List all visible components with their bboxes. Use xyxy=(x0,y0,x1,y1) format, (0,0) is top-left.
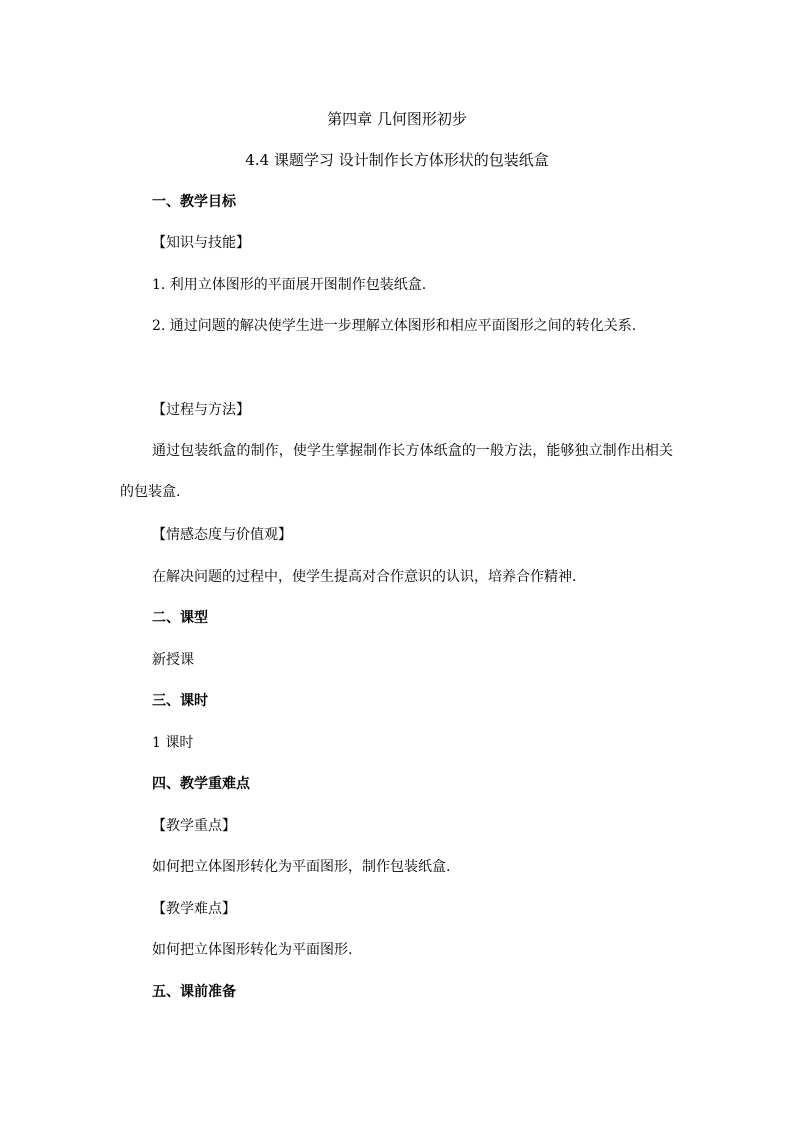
chapter-title: 第四章 几何图形初步 xyxy=(327,110,467,128)
process-text: 通过包装纸盒的制作，使学生掌握制作长方体纸盒的一般方法，能够独立制作出相关的包装盒. xyxy=(120,443,673,500)
keypoints-heading: 四、教学重难点 xyxy=(152,776,250,792)
focus-label: 【教学重点】 xyxy=(152,818,236,834)
goals-heading: 一、教学目标 xyxy=(152,194,236,210)
attitude-label: 【情感态度与价值观】 xyxy=(152,527,292,543)
difficulty-text: 如何把立体图形转化为平面图形. xyxy=(152,942,353,958)
difficulty-label: 【教学难点】 xyxy=(152,901,236,917)
type-heading: 二、课型 xyxy=(152,610,208,626)
knowledge-item-1: 1. 利用立体图形的平面展开图制作包装纸盒. xyxy=(152,277,427,293)
type-text: 新授课 xyxy=(152,652,194,668)
focus-text: 如何把立体图形转化为平面图形，制作包装纸盒. xyxy=(152,859,451,875)
knowledge-label: 【知识与技能】 xyxy=(152,235,250,251)
process-label: 【过程与方法】 xyxy=(152,402,250,418)
knowledge-item-2: 2. 通过问题的解决使学生进一步理解立体图形和相应平面图形之间的转化关系. xyxy=(152,318,637,334)
preparation-heading: 五、课前准备 xyxy=(152,984,236,1000)
hours-heading: 三、课时 xyxy=(152,693,208,709)
hours-text: 1 课时 xyxy=(152,735,194,751)
attitude-text: 在解决问题的过程中，使学生提高对合作意识的认识，培养合作精神. xyxy=(152,569,577,585)
lesson-title: 4.4 课题学习 设计制作长方体形状的包装纸盒 xyxy=(245,151,549,169)
